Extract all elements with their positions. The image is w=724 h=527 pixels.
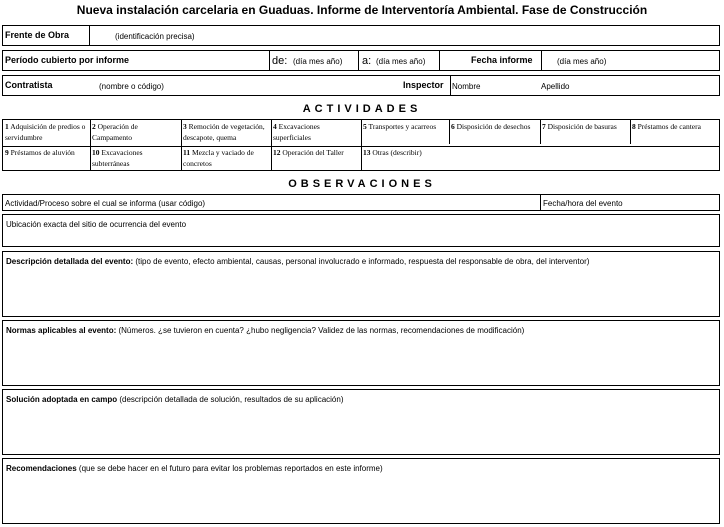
actividad-9[interactable]: 9 Préstamos de aluvión: [5, 148, 75, 157]
actividad-10[interactable]: 10 Excavaciones subterráneas: [92, 148, 143, 168]
actividad-12[interactable]: 12 Operación del Taller: [273, 148, 344, 157]
inspector-nombre[interactable]: Nombre: [452, 82, 481, 91]
periodo-label: Período cubierto por informe: [5, 55, 130, 65]
actividad-4[interactable]: 4 Excavaciones superficiales: [273, 122, 320, 142]
actividad-proceso-label[interactable]: Actividad/Proceso sobre el cual se informa (usar código): [5, 199, 206, 208]
actividad-8[interactable]: 8 Préstamos de cantera: [632, 122, 701, 131]
descripcion-box[interactable]: [2, 251, 720, 317]
actividad-11[interactable]: 11 Mezcla y vaciado de concretos: [183, 148, 254, 168]
normas-label: Normas aplicables al evento: (Números. ¿se tuvieron en cuenta? ¿hubo negligencia? Validez de las normas, recomendaciones de modificación): [6, 326, 525, 335]
inspector-apellido[interactable]: Apellido: [541, 82, 570, 91]
recomendaciones-label: Recomendaciones (que se debe hacer en el futuro para evitar los problemas reportados en este informe): [6, 464, 383, 473]
descripcion-label: Descripción detallada del evento: (tipo de evento, efecto ambiental, causas, personal involucrado e informado, respuesta del responsable de obra, del interventor): [6, 257, 590, 266]
actividad-1[interactable]: 1 Adquisición de predios o servidumbre: [5, 122, 86, 142]
ubicacion-label: Ubicación exacta del sitio de ocurrencia del evento: [6, 220, 187, 229]
page-title: Nueva instalación carcelaria en Guaduas. Informe de Interventoría Ambiental. Fase de Construcción: [76, 3, 648, 17]
a-value[interactable]: (día mes año): [376, 57, 426, 66]
ubicacion-box[interactable]: [2, 214, 720, 247]
contratista-value[interactable]: (nombre o código): [99, 82, 164, 91]
contratista-row: [2, 75, 720, 96]
normas-box[interactable]: [2, 320, 720, 386]
fecha-informe-value[interactable]: (día mes año): [557, 57, 607, 66]
solucion-box[interactable]: [2, 389, 720, 455]
inspector-label: Inspector: [403, 80, 444, 90]
de-value[interactable]: (día mes año): [293, 57, 343, 66]
fecha-hora-label[interactable]: Fecha/hora del evento: [543, 199, 623, 208]
actividad-proceso-row: [2, 194, 720, 211]
periodo-row: [2, 50, 720, 71]
de-label: de:: [272, 55, 288, 67]
solucion-label: Solución adoptada en campo (descripción detallada de solución, resultados de su aplicación): [6, 395, 344, 404]
frente-label: Frente de Obra: [5, 30, 70, 40]
actividad-3[interactable]: 3 Remoción de vegetación, descapote, quema: [183, 122, 265, 142]
a-label: a:: [362, 55, 372, 67]
actividades-heading: ACTIVIDADES: [302, 103, 422, 115]
actividades-table: [2, 119, 720, 171]
actividad-7[interactable]: 7 Disposición de basuras: [542, 122, 617, 131]
frente-value[interactable]: (identificación precisa): [115, 32, 195, 41]
actividad-2[interactable]: 2 Operación de Campamento: [92, 122, 138, 142]
recomendaciones-box[interactable]: [2, 458, 720, 524]
contratista-label: Contratista: [5, 80, 53, 90]
actividad-13[interactable]: 13 Otras (describir): [363, 148, 422, 157]
actividad-5[interactable]: 5 Transportes y acarreos: [363, 122, 437, 131]
actividad-6[interactable]: 6 Disposición de desechos: [451, 122, 531, 131]
frente-row: [2, 25, 720, 46]
observaciones-heading: OBSERVACIONES: [288, 178, 436, 190]
fecha-informe-label: Fecha informe: [471, 55, 533, 65]
